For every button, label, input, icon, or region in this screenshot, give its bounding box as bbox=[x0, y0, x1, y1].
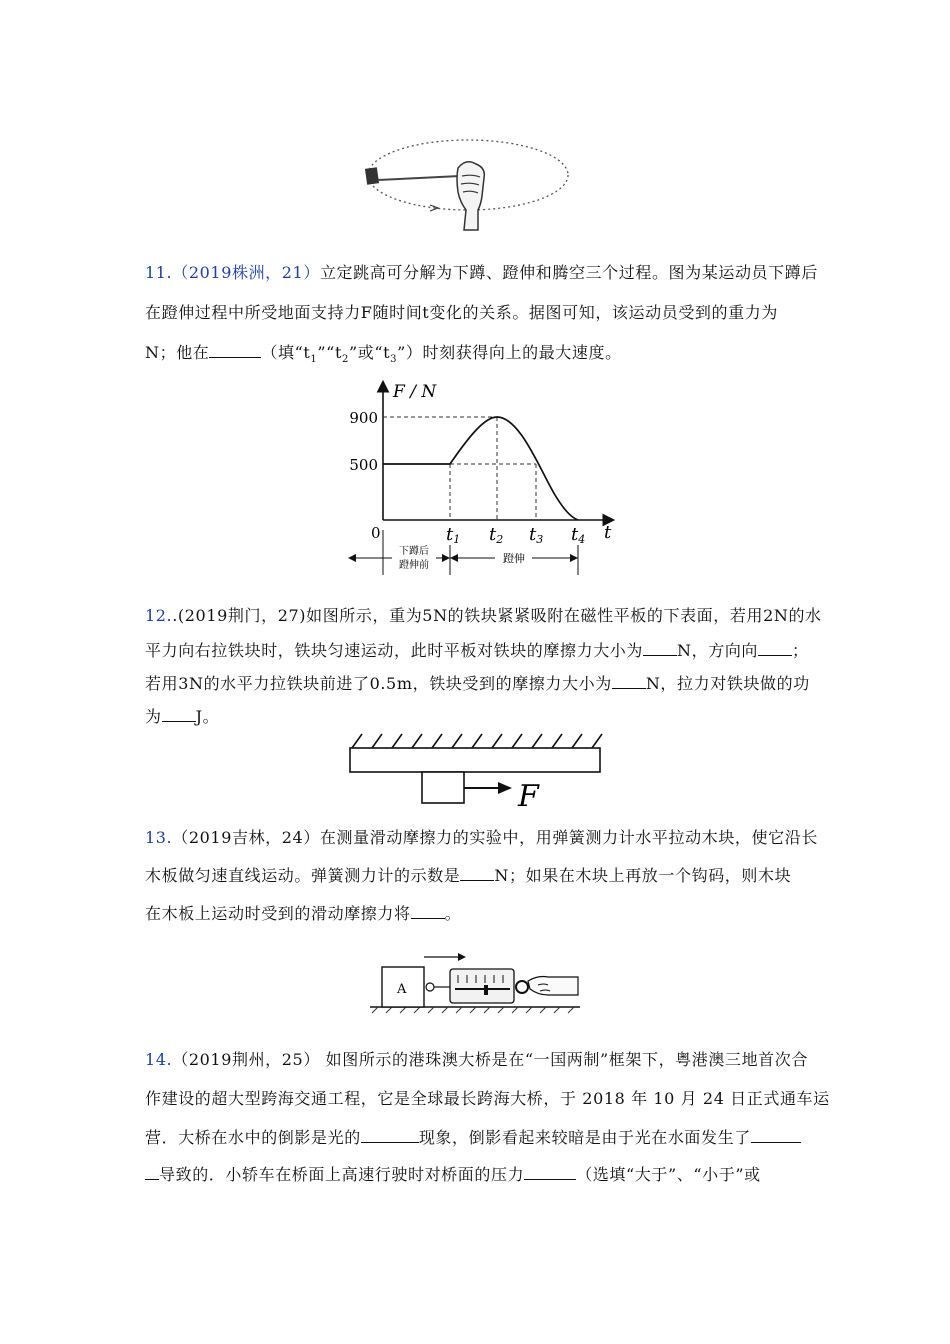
q12-line-1 bbox=[145, 606, 822, 626]
q12-text-1: .(2019荆门，27)如图所示，重为5N的铁块紧紧吸附在磁性平板的下表面，若用2N的水 bbox=[172, 606, 822, 625]
q11-sub-1: 1 bbox=[310, 354, 318, 366]
block-label: A bbox=[397, 982, 407, 997]
force-label: F bbox=[518, 779, 539, 814]
y-axis-label: F / N bbox=[393, 382, 437, 402]
q12-line3-b: N，拉力对铁块做的功 bbox=[645, 674, 810, 693]
q11-source: （2019株洲，21） bbox=[172, 263, 320, 282]
q14-blank-2-part1[interactable] bbox=[751, 1128, 801, 1143]
q11-line-1 bbox=[145, 263, 818, 283]
q14-line4-b: （选填“大于”、“小于”或 bbox=[576, 1165, 761, 1184]
q12-blank-1[interactable] bbox=[643, 641, 677, 656]
iron-block bbox=[422, 772, 464, 803]
magnetic-plate-figure bbox=[0, 730, 950, 814]
hand-pulling-icon bbox=[528, 977, 578, 996]
q13-line-1 bbox=[145, 828, 818, 848]
q14-line-1 bbox=[145, 1050, 808, 1070]
q14-line-3 bbox=[145, 1128, 801, 1148]
q14-blank-1[interactable] bbox=[361, 1128, 419, 1143]
q13-line3-a: 在木板上运动时受到的滑动摩擦力将 bbox=[145, 904, 411, 923]
q11-line3-c: ”“t bbox=[317, 343, 342, 362]
q14-blank-2-part2[interactable] bbox=[145, 1165, 159, 1180]
q14-number: 14. bbox=[145, 1050, 173, 1069]
q14-line4-a: 导致的．小轿车在桥面上高速行驶时对桥面的压力 bbox=[159, 1165, 525, 1184]
q11-line3-a: N；他在 bbox=[145, 343, 210, 362]
q12-blank-4[interactable] bbox=[162, 707, 196, 722]
tick-900: 900 bbox=[349, 409, 378, 427]
q13-line2-b: N；如果在木块上再放一个钩码，则木块 bbox=[494, 866, 792, 885]
q11-text-1: 立定跳高可分解为下蹲、蹬伸和腾空三个过程。图为某运动员下蹲后 bbox=[319, 263, 818, 282]
q13-line-2 bbox=[145, 866, 791, 886]
q12-line3-a: 若用3N的水平力拉铁块前进了0.5m，铁块受到的摩擦力大小为 bbox=[145, 674, 612, 693]
q11-line3-e: ”）时刻获得向上的最大速度。 bbox=[397, 343, 622, 362]
phase1-label-2: 蹬伸前 bbox=[399, 560, 429, 571]
q13-line2-a: 木板做匀速直线运动。弹簧测力计的示数是 bbox=[145, 866, 461, 885]
q12-line-2 bbox=[145, 641, 809, 661]
q13-blank-1[interactable] bbox=[460, 866, 494, 881]
tick-t1: t1 bbox=[446, 524, 461, 546]
tick-t4: t4 bbox=[571, 524, 586, 546]
q12-line-4 bbox=[145, 707, 219, 727]
q12-line-3 bbox=[145, 674, 810, 694]
q13-line3-b: 。 bbox=[444, 904, 462, 923]
force-curve bbox=[383, 417, 578, 520]
motion-arrowhead-icon bbox=[458, 953, 466, 961]
ceiling-hatching bbox=[352, 734, 602, 748]
q14-line-4 bbox=[145, 1165, 761, 1185]
ground-hatching bbox=[372, 1007, 574, 1013]
force-arrowhead-icon bbox=[498, 782, 512, 794]
origin-label: 0 bbox=[371, 524, 381, 542]
q12-blank-3[interactable] bbox=[612, 674, 646, 689]
x-axis-label: t bbox=[604, 522, 612, 543]
phase1-label-1: 下蹲后 bbox=[399, 546, 429, 557]
q11-line-3 bbox=[145, 343, 622, 370]
spring-scale-figure bbox=[0, 945, 950, 1025]
force-time-chart bbox=[0, 375, 950, 585]
spring-scale-body bbox=[450, 969, 514, 1003]
q11-line-2: 在蹬伸过程中所受地面支持力F随时间t变化的关系。据图可知，该运动员受到的重力为 bbox=[145, 303, 778, 322]
q14-text-1: （2019荆州，25） 如图所示的港珠澳大桥是在“一国两制”框架下，粤港澳三地首次合 bbox=[172, 1050, 808, 1069]
tick-500: 500 bbox=[349, 456, 378, 474]
q13-text-1: （2019吉林，24）在测量滑动摩擦力的实验中，用弹簧测力计水平拉动木块，使它沿长 bbox=[172, 828, 818, 847]
circular-motion-figure bbox=[0, 0, 950, 240]
q13-number: 13. bbox=[145, 828, 173, 847]
q12-number: 12. bbox=[145, 606, 173, 625]
q11-line3-b: （填“t bbox=[261, 343, 311, 362]
q12-line2-c: ； bbox=[792, 641, 809, 660]
scale-pointer bbox=[484, 985, 488, 995]
scale-ring bbox=[516, 981, 528, 993]
q14-blank-3[interactable] bbox=[524, 1165, 576, 1180]
q11-sub-3: 3 bbox=[390, 354, 398, 366]
tick-t2: t2 bbox=[489, 524, 504, 546]
q12-line4-a: 为 bbox=[145, 707, 162, 726]
q11-answer-blank[interactable] bbox=[209, 343, 261, 358]
q11-number: 11. bbox=[145, 263, 173, 282]
q14-line3-b: 现象，倒影看起来较暗是由于光在水面发生了 bbox=[418, 1128, 751, 1147]
hand-icon bbox=[457, 162, 484, 230]
q13-line-3 bbox=[145, 904, 461, 924]
q11-line3-d: ”或“t bbox=[348, 343, 391, 362]
q14-line3-a: 营．大桥在水中的倒影是光的 bbox=[145, 1128, 361, 1147]
swung-object bbox=[365, 167, 379, 185]
q12-line2-b: N，方向向 bbox=[677, 641, 759, 660]
q12-line4-b: J。 bbox=[195, 707, 220, 726]
q12-blank-2[interactable] bbox=[758, 641, 792, 656]
hook-ring bbox=[426, 983, 434, 991]
q12-line2-a: 平力向右拉铁块时，铁块匀速运动，此时平板对铁块的摩擦力大小为 bbox=[145, 641, 644, 660]
magnetic-plate bbox=[350, 748, 600, 772]
q14-line-2: 作建设的超大型跨海交通工程，它是全球最长跨海大桥，于 2018 年 10 月 24 日正式通车运 bbox=[145, 1089, 830, 1108]
tick-t3: t3 bbox=[529, 524, 544, 546]
q13-blank-2[interactable] bbox=[411, 904, 445, 919]
q11-sub-2: 2 bbox=[341, 354, 349, 366]
phase2-label: 蹬伸 bbox=[503, 552, 525, 565]
string-line bbox=[378, 176, 460, 180]
